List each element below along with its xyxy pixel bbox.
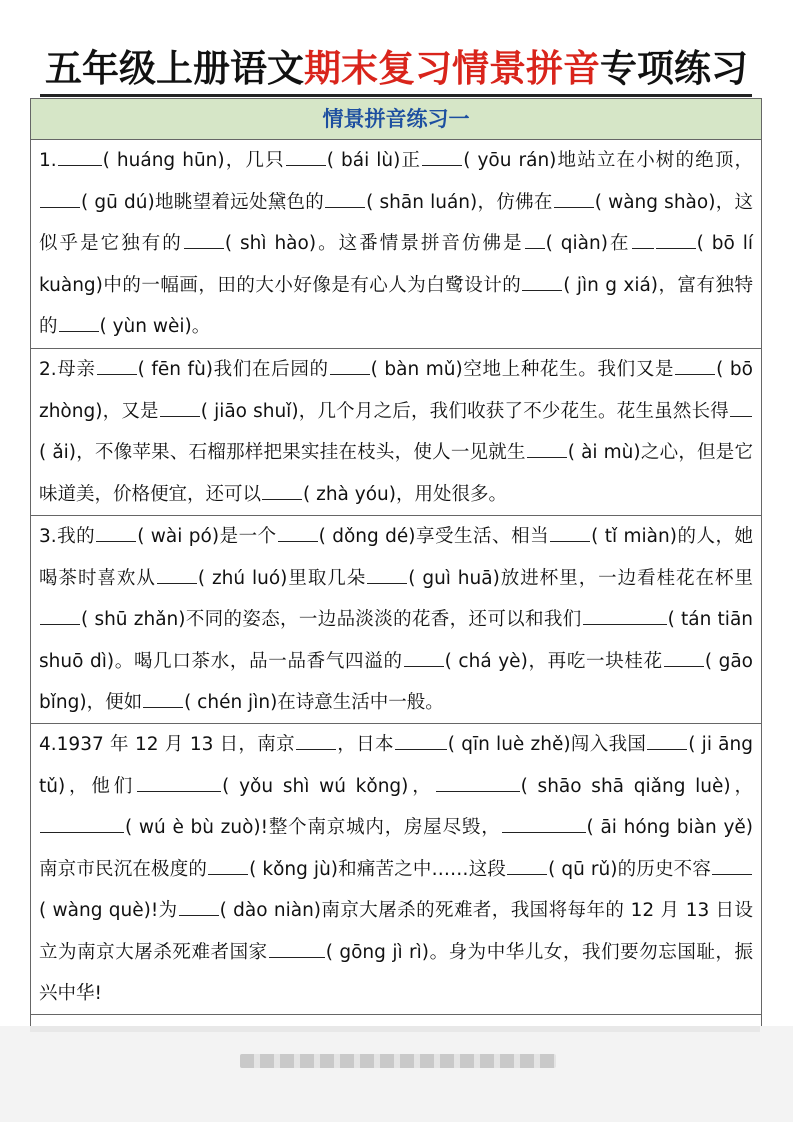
question-text: ( shāo shā qiǎng luè)， (520, 775, 753, 797)
answer-blank[interactable] (522, 270, 562, 291)
answer-blank[interactable] (404, 646, 444, 667)
question-text: 2.母亲 (39, 359, 96, 380)
answer-blank[interactable] (40, 187, 80, 208)
question-text: ( wú è bù zuò)!整个南京城内，房屋尽毁， (125, 817, 501, 838)
question-text: ( ǎi)，不像苹果、石榴那样把果实挂在枝头，使人一见就生 (39, 442, 526, 463)
answer-blank[interactable] (675, 354, 715, 375)
answer-blank[interactable] (208, 854, 248, 875)
answer-blank[interactable] (712, 854, 752, 875)
question-text: ( chén jìn)在诗意生活中一般。 (184, 692, 444, 713)
question-text: ( qū rǔ)的历史不容 (548, 858, 711, 880)
question-4 (31, 724, 761, 1015)
answer-blank[interactable] (583, 604, 667, 625)
page-title (0, 44, 793, 94)
question-text: ( qīn luè zhě)闯入我国 (447, 734, 647, 755)
answer-blank[interactable] (160, 396, 200, 417)
answer-blank[interactable] (502, 812, 586, 833)
answer-blank[interactable] (527, 437, 567, 458)
answer-blank[interactable] (296, 729, 336, 750)
answer-blank[interactable] (96, 521, 136, 542)
answer-blank[interactable] (179, 895, 219, 916)
question-text: ( qiàn)在 (545, 233, 631, 254)
question-text: ( chá yè)，再吃一块桂花 (444, 650, 663, 672)
question-text: ( tán tiān shuō dì)。喝几口茶水，品一品香气四溢的 (39, 609, 754, 672)
question-text: ( yǒu shì wú kǒng)， (222, 775, 435, 797)
question-text: ( kǒng jù)和痛苦之中……这段 (249, 858, 507, 880)
question-text: ( jiāo shuǐ)，几个月之后，我们收获了不少花生。花生虽然长得 (200, 400, 729, 422)
question-text: ( bái lù)正 (326, 150, 422, 171)
question-text: ( wài pó)是一个 (137, 526, 277, 547)
answer-blank[interactable] (278, 521, 318, 542)
blurred-text (240, 1054, 556, 1068)
question-text: 4.1937 年 12 月 13 日，南京 (39, 734, 295, 755)
question-text: ( zhú luó)里取几朵 (197, 567, 367, 589)
question-text: ( āi hóng biàn yě)南京市民沉在极度的 (39, 817, 753, 880)
question-text: ( yùn wèi)。 (99, 316, 211, 337)
question-text: ( bō zhòng)，又是 (39, 359, 753, 422)
answer-blank[interactable] (58, 145, 102, 166)
answer-blank[interactable] (286, 145, 326, 166)
answer-blank[interactable] (262, 479, 302, 500)
title-underline (40, 94, 752, 97)
answer-blank[interactable] (525, 228, 545, 249)
question-text: ( ài mù)之心，但是它味道美，价格便宜，还可以 (39, 442, 754, 505)
question-text: ( wàng shào)，这似乎是它独有的 (39, 191, 753, 254)
answer-blank[interactable] (137, 771, 221, 792)
question-text: ( wàng què)!为 (39, 900, 178, 921)
question-text: ( yōu rán)地站立在小树的绝顶， (463, 150, 754, 171)
blurred-footer (0, 1026, 793, 1122)
question-text: ( huáng hūn)，几只 (102, 150, 285, 171)
answer-blank[interactable] (507, 854, 547, 875)
answer-blank[interactable] (143, 687, 183, 708)
answer-blank[interactable] (330, 354, 370, 375)
question-text: ( shū zhǎn)不同的姿态，一边品淡淡的花香，还可以和我们 (81, 609, 582, 630)
question-text: ( zhà yóu)，用处很多。 (303, 483, 507, 505)
question-text: 3.我的 (39, 526, 96, 547)
question-text: ( gāo bǐng)，便如 (39, 650, 754, 713)
answer-blank[interactable] (59, 311, 99, 332)
answer-blank[interactable] (656, 228, 696, 249)
question-text: ( bō lí kuàng)中的一幅画，田的大小好像是有心人为白鹭设计的 (39, 233, 753, 296)
answer-blank[interactable] (157, 563, 197, 584)
question-text: ( ji āng tǔ)，他们 (39, 734, 753, 797)
question-text: ，日本 (336, 734, 394, 755)
answer-blank[interactable] (554, 187, 594, 208)
answer-blank[interactable] (647, 729, 687, 750)
answer-blank[interactable] (550, 521, 590, 542)
question-text: ( shān luán)，仿佛在 (366, 191, 553, 213)
question-text: ( shì hào)。这番情景拼音仿佛是 (224, 233, 524, 254)
title-part-1: 五年级上册语文 (45, 47, 304, 90)
title-part-3: 专项练习 (600, 47, 748, 90)
answer-blank[interactable] (395, 729, 447, 750)
question-text: ( gū dú)地眺望着远处黛色的 (81, 191, 325, 213)
question-text: ( jìn g xiá)，富有独特的 (39, 274, 753, 337)
answer-blank[interactable] (40, 812, 124, 833)
question-3 (31, 516, 761, 724)
section-header: 情景拼音练习一 (31, 99, 761, 140)
question-text: ( tǐ miàn)的人，她喝茶时喜欢从 (39, 526, 753, 589)
answer-blank[interactable] (436, 771, 520, 792)
answer-blank[interactable] (664, 646, 704, 667)
question-text: ( fēn fù)我们在后园的 (137, 359, 329, 380)
answer-blank[interactable] (367, 563, 407, 584)
question-2 (31, 349, 761, 516)
answer-blank[interactable] (184, 228, 224, 249)
answer-blank[interactable] (730, 396, 752, 417)
blurred-row-edge (30, 1026, 760, 1032)
question-text: ( gōng jì rì)。身为中华儿女，我们要勿忘国耻，振兴中华! (39, 941, 753, 1004)
answer-blank[interactable] (269, 937, 325, 958)
answer-blank[interactable] (97, 354, 137, 375)
worksheet-table (30, 98, 762, 1027)
question-text: ( dào niàn)南京大屠杀的死难者，我国将每年的 12 月 13 日设立为南京大屠杀死难者国家 (39, 900, 753, 963)
question-text: 1. (39, 150, 57, 171)
question-text: ( dǒng dé)享受生活、相当 (318, 526, 550, 547)
question-text: ( guì huā)放进杯里，一边看桂花在杯里 (408, 567, 754, 589)
answer-blank[interactable] (422, 145, 462, 166)
answer-blank[interactable] (325, 187, 365, 208)
question-1 (31, 140, 761, 349)
answer-blank[interactable] (632, 228, 654, 249)
title-part-highlight: 期末复习情景拼音 (304, 47, 600, 90)
answer-blank[interactable] (40, 604, 80, 625)
question-text: ( bàn mǔ)空地上种花生。我们又是 (370, 359, 675, 380)
